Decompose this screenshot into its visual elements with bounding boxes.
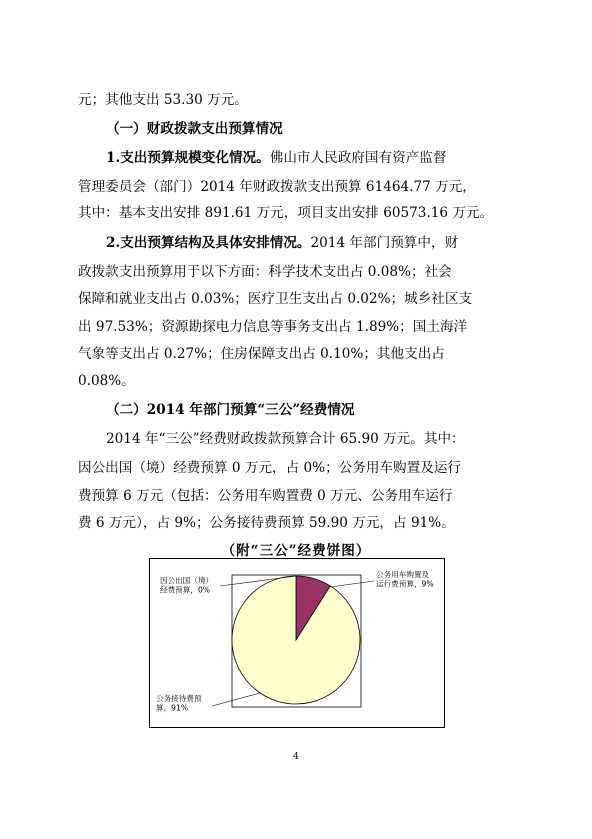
para2-text: 2014 年部门预算中，财 xyxy=(310,235,459,251)
para1-text: 佛山市人民政府国有资产监督 xyxy=(269,150,447,166)
leader-line-1 xyxy=(330,581,374,587)
pie-chart xyxy=(150,559,446,729)
pie-label-0: 因公出国（境）经费预算，0% xyxy=(160,576,214,595)
body-line-17: 费 6 万元），占 9%；公务接待费预算 59.90 万元，占 91%。 xyxy=(78,515,455,531)
section-heading-1: （一）财政拨款支出预算情况 xyxy=(106,121,283,137)
body-line-10: 出 97.53%；资源勘探电力信息等事务支出占 1.89%；国土海洋 xyxy=(78,319,468,335)
body-line-12: 0.08%。 xyxy=(78,373,135,389)
leader-line-2 xyxy=(212,693,260,706)
para2-heading: 2.支出预算结构及具体安排情况。 xyxy=(106,235,311,251)
paragraph-2 xyxy=(106,235,458,252)
paragraph-1 xyxy=(106,150,446,167)
pie-slice-2 xyxy=(232,576,360,704)
page-number: 4 xyxy=(293,752,299,762)
section-heading-2: （二）2014 年部门预算“三公”经费情况 xyxy=(106,402,355,418)
body-line-4: 管理委员会（部门）2014 年财政拨款支出预算 61464.77 万元， xyxy=(78,179,476,195)
body-line-5: 其中：基本支出安排 891.61 万元，项目支出安排 60573.16 万元。 xyxy=(78,205,494,221)
body-line-1: 元；其他支出 53.30 万元。 xyxy=(78,92,248,108)
pie-label-1: 公务用车购置及运行费预算，9% xyxy=(376,570,434,589)
pie-label-2: 公务接待费预算，91% xyxy=(156,694,202,713)
para1-heading: 1.支出预算规模变化情况。 xyxy=(106,150,270,166)
body-line-9: 保障和就业支出占 0.03%；医疗卫生支出占 0.02%；城乡社区支 xyxy=(78,291,473,307)
chart-title: （附“三公”经费饼图） xyxy=(221,543,371,559)
body-line-8: 政拨款支出预算用于以下方面：科学技术支出占 0.08%；社会 xyxy=(78,264,452,280)
body-line-16: 费预算 6 万元（包括：公务用车购置费 0 万元、公务用车运行 xyxy=(78,488,453,504)
body-line-14: 2014 年“三公”经费财政拨款预算合计 65.90 万元。其中： xyxy=(106,431,465,447)
body-line-15: 因公出国（境）经费预算 0 万元，占 0%；公务用车购置及运行 xyxy=(78,460,462,476)
body-line-11: 气象等支出占 0.27%；住房保障支出占 0.10%；其他支出占 xyxy=(78,346,445,362)
pie-chart-frame xyxy=(149,558,445,728)
